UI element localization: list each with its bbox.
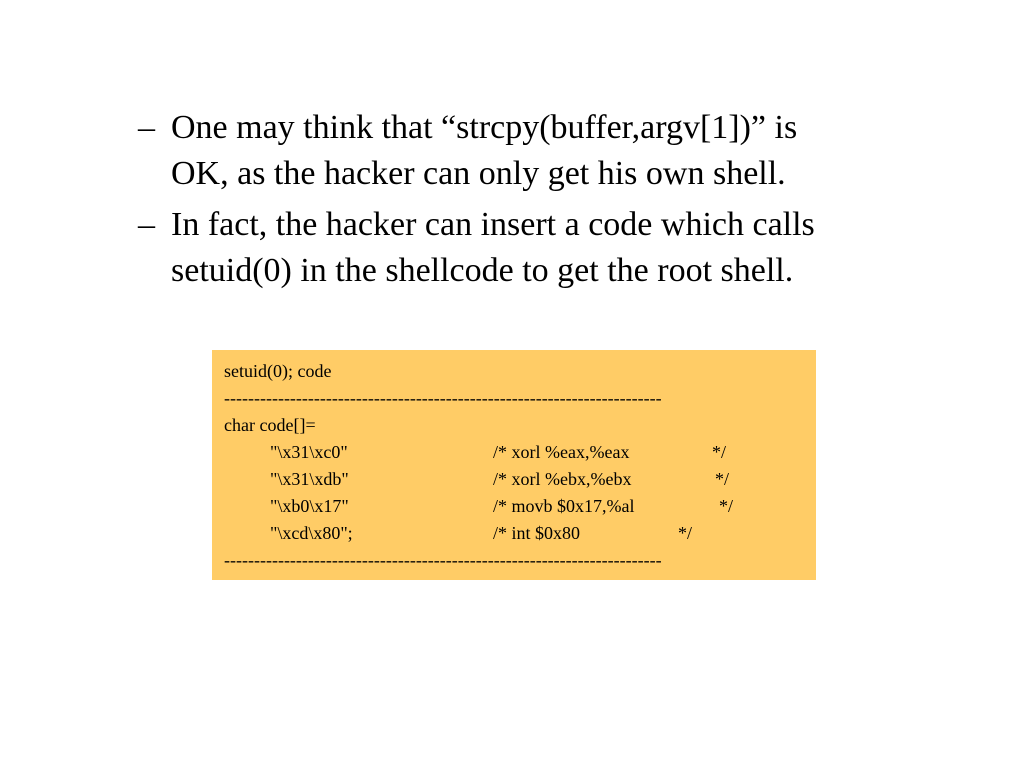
code-box	[212, 350, 816, 580]
bullet-text-line: OK, as the hacker can only get his own shell.	[171, 155, 786, 192]
code-bytes: "\x31\xc0"	[270, 442, 348, 462]
code-comment: /* int $0x80	[493, 523, 581, 543]
code-comment-close: */	[719, 496, 734, 516]
code-bytes: "\x31\xdb"	[270, 469, 349, 489]
code-comment-close: */	[712, 442, 727, 462]
code-row	[224, 439, 816, 466]
code-row	[224, 520, 816, 547]
bullet-text-line: One may think that “strcpy(buffer,argv[1])” is	[171, 109, 798, 146]
code-separator-top: -------------------------------------------------------------------------	[224, 388, 662, 408]
code-comment-close: */	[715, 469, 730, 489]
bullet-dash: –	[138, 206, 155, 243]
code-header: setuid(0); code	[224, 361, 332, 381]
bullet-dash: –	[138, 109, 155, 146]
code-separator-bottom: -------------------------------------------------------------------------	[224, 550, 662, 570]
code-row	[224, 466, 816, 493]
code-bytes: "\xcd\x80";	[270, 523, 353, 543]
code-declaration: char code[]=	[224, 415, 316, 435]
bullet-list	[138, 105, 968, 299]
code-comment-close: */	[678, 523, 693, 543]
bullet-item	[138, 202, 968, 294]
bullet-text-line: setuid(0) in the shellcode to get the root shell.	[171, 252, 794, 289]
code-row	[224, 493, 816, 520]
bullet-item	[138, 105, 968, 197]
code-comment: /* xorl %ebx,%ebx	[493, 469, 632, 489]
code-bytes: "\xb0\x17"	[270, 496, 349, 516]
code-comment: /* movb $0x17,%al	[493, 496, 635, 516]
code-comment: /* xorl %eax,%eax	[493, 442, 630, 462]
bullet-text-line: In fact, the hacker can insert a code which calls	[171, 206, 815, 243]
